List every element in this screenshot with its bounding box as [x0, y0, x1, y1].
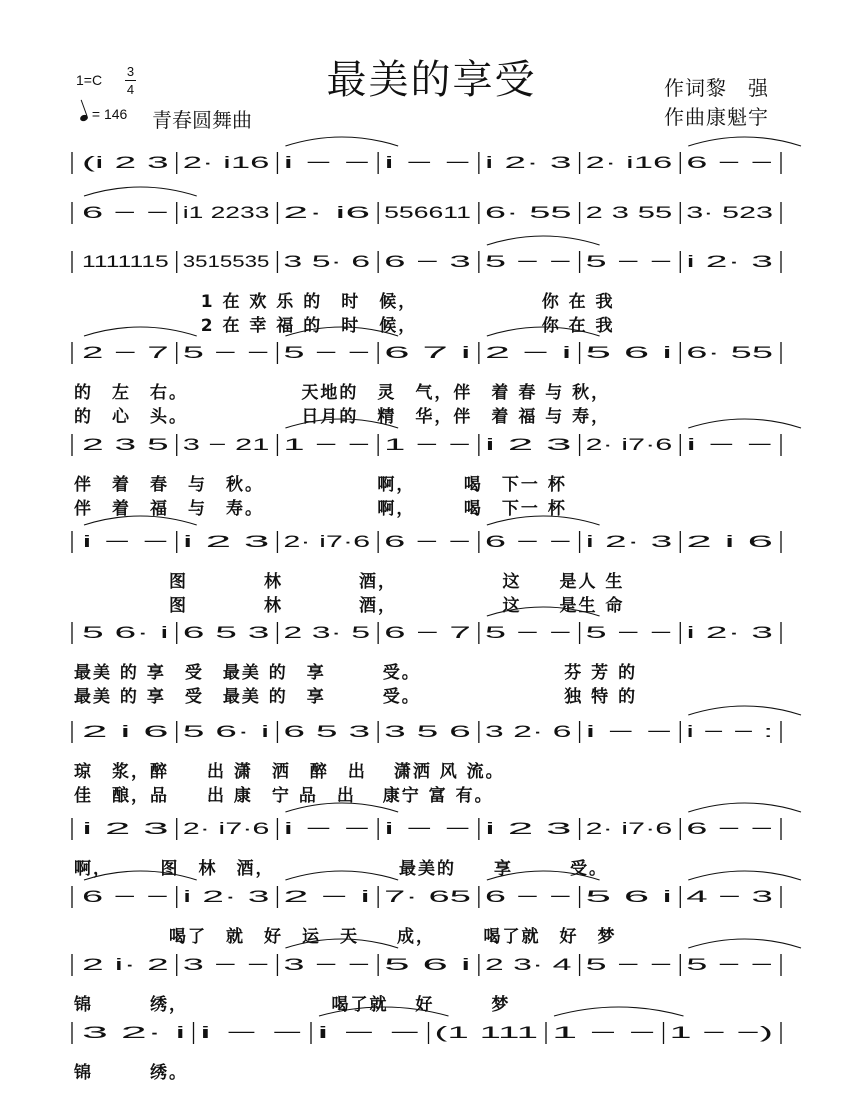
- measure-notes: i 2· 3: [182, 887, 270, 906]
- measure-notes: 2 i· 2: [82, 955, 169, 974]
- measure-notes: 2· i7·6: [585, 819, 673, 838]
- measure-notes: 6 − −: [82, 203, 169, 222]
- lyric-line: 最美 的 享 受 最美 的 享 受。 独 特 的: [74, 687, 638, 707]
- measure-notes: 2· i7·6: [585, 435, 673, 454]
- measure-notes: 2· i16: [585, 153, 673, 172]
- measure-notes: 3 2· 6: [484, 722, 572, 741]
- measure-notes: 2 i 6: [686, 532, 773, 551]
- measure-notes: i − − :: [686, 722, 773, 741]
- measure-notes: 5 − −: [484, 623, 572, 642]
- measure-notes: 2 3 5: [82, 435, 169, 454]
- measure-notes: 6 5 3: [283, 722, 371, 741]
- measure-notes: 6 5 3: [182, 623, 270, 642]
- lyric-line: 1 在 欢 乐 的 时 候， 你 在 我: [74, 292, 615, 312]
- lyric-line: 伴 着 福 与 寿。 啊， 喝 下一 杯: [74, 499, 567, 519]
- meter-top: 3: [126, 64, 135, 79]
- measure-notes: i − −: [686, 435, 774, 454]
- song-style: 青春圆舞曲: [152, 108, 252, 132]
- measure-notes: 6 − −: [484, 532, 572, 551]
- measure-notes: 6 − 3: [384, 252, 471, 271]
- measure-notes: 3 5· 6: [283, 252, 371, 271]
- measure-notes: i − −: [384, 819, 472, 838]
- measure-notes: i1 2233: [182, 203, 270, 222]
- slur-arc: [688, 137, 801, 146]
- lyric-line: 伴 着 春 与 秋。 啊， 喝 下一 杯: [74, 475, 567, 495]
- lyric-line: 锦 绣， 喝了就 好 梦: [74, 995, 511, 1015]
- slur-arc: [487, 236, 600, 245]
- measure-notes: 2· i7·6: [182, 819, 270, 838]
- measure-notes: 3515535: [182, 252, 270, 271]
- measure-notes: 6· 55: [686, 343, 773, 362]
- lyricist-credit: 作词黎 强: [664, 76, 769, 100]
- measure-notes: 5 − −: [182, 343, 270, 362]
- measure-notes: 6 − −: [82, 887, 169, 906]
- slur-arc: [285, 137, 398, 146]
- lyric-line: 锦 绣。: [74, 1063, 188, 1083]
- measure-notes: 2 3· 5: [283, 623, 371, 642]
- measure-notes: 556611: [384, 203, 471, 222]
- measure-notes: i − −: [317, 1023, 421, 1042]
- measure-notes: 3 − 21: [182, 435, 270, 454]
- measure-notes: i 2· 3: [686, 623, 773, 642]
- lyric-line: 的 心 头。 日月的 精 华，伴 着 福 与 寿，: [74, 407, 611, 427]
- measure-notes: 5 − −: [585, 623, 673, 642]
- measure-notes: 4 − 3: [686, 887, 773, 906]
- measure-notes: 5 6· i: [82, 623, 169, 642]
- measure-notes: 5 − −: [585, 955, 673, 974]
- measure-notes: i 2 3: [484, 819, 572, 838]
- measure-notes: i − −: [384, 153, 472, 172]
- lyric-line: 2 在 幸 福 的 时 候， 你 在 我: [74, 316, 615, 336]
- measure-notes: 2· i16: [182, 153, 270, 172]
- lyric-line: 的 左 右。 天地的 灵 气，伴 着 春 与 秋，: [74, 383, 611, 403]
- measure-notes: 2 − 7: [82, 343, 169, 362]
- measure-notes: 6 − −: [686, 819, 774, 838]
- lyric-line: 啊， 图 林 酒， 最美的 享 受。: [74, 859, 608, 879]
- measure-notes: i − −: [283, 819, 371, 838]
- measure-notes: 6 7 i: [384, 343, 471, 362]
- measure-notes: 5 − −: [484, 252, 572, 271]
- measure-notes: i 2 3: [182, 532, 270, 551]
- measure-notes: 5 6 i: [585, 887, 673, 906]
- measure-notes: 2 3· 4: [484, 955, 572, 974]
- measure-notes: 7· 65: [384, 887, 471, 906]
- measure-notes: i 2· 3: [484, 153, 572, 172]
- song-title: 最美的享受: [326, 57, 537, 103]
- measure-notes: (1 111: [434, 1023, 538, 1042]
- composer-credit: 作曲康魁宇: [664, 105, 769, 129]
- measure-notes: 2 3 55: [585, 203, 673, 222]
- measure-notes: i − −: [283, 153, 371, 172]
- measure-notes: 5 6 i: [384, 955, 471, 974]
- measure-notes: 3 − −: [283, 955, 371, 974]
- measure-notes: 1111115: [82, 252, 169, 271]
- key-signature: 1=C: [76, 72, 103, 88]
- lyric-line: 图 林 酒， 这 是人 生: [74, 572, 625, 592]
- slur-arc: [688, 706, 801, 715]
- meter-bottom: 4: [126, 82, 135, 97]
- lyric-line: 佳 酿，品 出 康 宁 品 出 康宁 富 有。: [74, 786, 494, 806]
- measure-notes: i 2 3: [484, 435, 572, 454]
- measure-notes: 5 − −: [585, 252, 673, 271]
- measure-notes: 6· 55: [484, 203, 572, 222]
- measure-notes: 2· i6: [283, 203, 371, 222]
- measure-notes: 2 − i: [283, 887, 371, 906]
- measure-notes: 6 − −: [686, 153, 774, 172]
- measure-notes: 1 − −: [384, 435, 471, 454]
- measure-notes: 1 − −): [669, 1023, 773, 1042]
- measure-notes: 2 − i: [484, 343, 572, 362]
- measure-notes: 6 − −: [484, 887, 572, 906]
- measure-notes: i − −: [82, 532, 169, 551]
- tempo-value: = 146: [91, 106, 128, 122]
- measure-notes: 3 2· i: [82, 1023, 186, 1042]
- measure-notes: 1 − −: [552, 1023, 656, 1042]
- lyric-line: 最美 的 享 受 最美 的 享 受。 芬 芳 的: [74, 663, 638, 683]
- measure-notes: i − −: [199, 1023, 304, 1042]
- measure-notes: 6 − −: [384, 532, 471, 551]
- lyric-line: 喝了 就 好 运 天 成， 喝了就 好 梦: [74, 927, 617, 947]
- lyric-line: 琼 浆，醉 出 潇 洒 醉 出 潇洒 风 流。: [74, 762, 505, 782]
- measure-notes: i 2· 3: [686, 252, 773, 271]
- measure-notes: 2 i 6: [82, 722, 169, 741]
- measure-notes: 3 5 6: [384, 722, 471, 741]
- measure-notes: 6 − 7: [384, 623, 471, 642]
- measure-notes: 5 − −: [686, 955, 774, 974]
- measure-notes: 1 − −: [283, 435, 371, 454]
- measure-notes: 5 6· i: [182, 722, 270, 741]
- measure-notes: 3 − −: [182, 955, 270, 974]
- measure-notes: 3· 523: [686, 203, 773, 222]
- measure-notes: i 2 3: [82, 819, 169, 838]
- measure-notes: i 2· 3: [585, 532, 673, 551]
- measure-notes: (i 2 3: [82, 153, 169, 172]
- slur-arc: [84, 187, 197, 196]
- measure-notes: 5 − −: [283, 343, 371, 362]
- measure-notes: 5 6 i: [585, 343, 673, 362]
- measure-notes: i − −: [585, 722, 673, 741]
- lyric-line: 图 林 酒， 这 是生 命: [74, 596, 625, 616]
- measure-notes: 2· i7·6: [283, 532, 371, 551]
